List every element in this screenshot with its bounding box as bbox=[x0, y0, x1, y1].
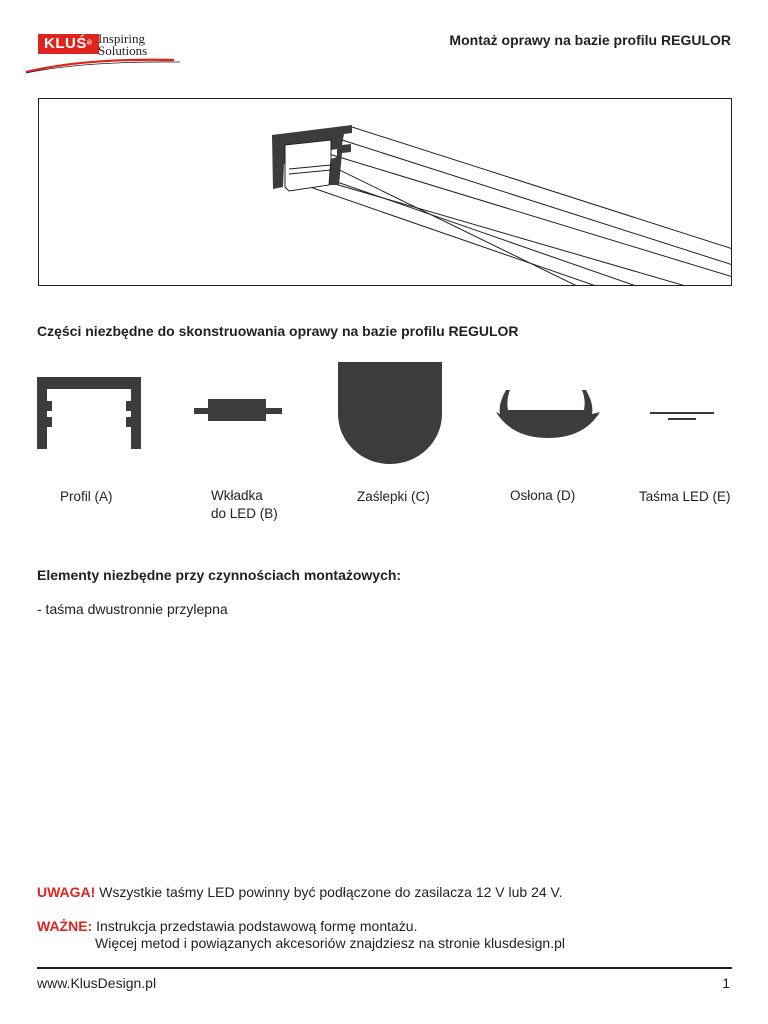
cover-icon bbox=[496, 384, 600, 438]
tools-section-title: Elementy niezbędne przy czynnościach montażowych: bbox=[37, 567, 402, 583]
footer-divider bbox=[37, 967, 732, 969]
important-label: WAŻNE: bbox=[37, 918, 93, 934]
logo-brand-text: KLUŚ bbox=[44, 35, 87, 52]
parts-section-title: Części niezbędne do skonstruowania oprawy na bazie profilu REGULOR bbox=[37, 323, 519, 339]
part-label-b bbox=[211, 487, 278, 523]
part-label-c: Zaślepki (C) bbox=[357, 489, 430, 504]
logo-tagline-line1: Inspiring bbox=[98, 31, 145, 46]
important-text-line2: Więcej metod i powiązanych akcesoriów znajdziesz na stronie klusdesign.pl bbox=[95, 935, 566, 951]
warning-label: UWAGA! bbox=[37, 884, 96, 900]
important-text-line1: Instrukcja przedstawia podstawową formę montażu. bbox=[92, 918, 418, 934]
logo-registered-mark: ® bbox=[86, 40, 93, 47]
warning-note bbox=[37, 883, 563, 901]
logo-swoosh-icon bbox=[24, 56, 184, 74]
part-label-e: Taśma LED (E) bbox=[639, 489, 731, 504]
profile-perspective-icon bbox=[39, 99, 732, 286]
logo-tagline bbox=[98, 33, 147, 57]
led-strip-icon bbox=[650, 409, 714, 423]
important-note bbox=[37, 917, 417, 935]
profile-illustration-frame bbox=[38, 98, 732, 286]
part-label-a: Profil (A) bbox=[60, 489, 113, 504]
klus-logo bbox=[24, 28, 184, 76]
end-cap-icon bbox=[338, 362, 442, 464]
part-label-b-line1: Wkładka bbox=[211, 488, 263, 503]
led-insert-icon bbox=[194, 399, 282, 423]
page-number: 1 bbox=[722, 975, 730, 991]
parts-list bbox=[0, 358, 768, 538]
footer-website: www.KlusDesign.pl bbox=[37, 975, 157, 991]
document-title: Montaż oprawy na bazie profilu REGULOR bbox=[449, 32, 731, 48]
profile-icon bbox=[37, 377, 141, 453]
warning-text: Wszystkie taśmy LED powinny być podłączone do zasilacza 12 V lub 24 V. bbox=[95, 884, 563, 900]
logo-brand-box bbox=[38, 34, 99, 54]
logo-tagline-line2: Solutions bbox=[98, 43, 148, 58]
part-label-b-line2: do LED (B) bbox=[211, 506, 278, 521]
tools-list-item: - taśma dwustronnie przylepna bbox=[37, 601, 228, 617]
part-label-d: Osłona (D) bbox=[510, 488, 576, 503]
